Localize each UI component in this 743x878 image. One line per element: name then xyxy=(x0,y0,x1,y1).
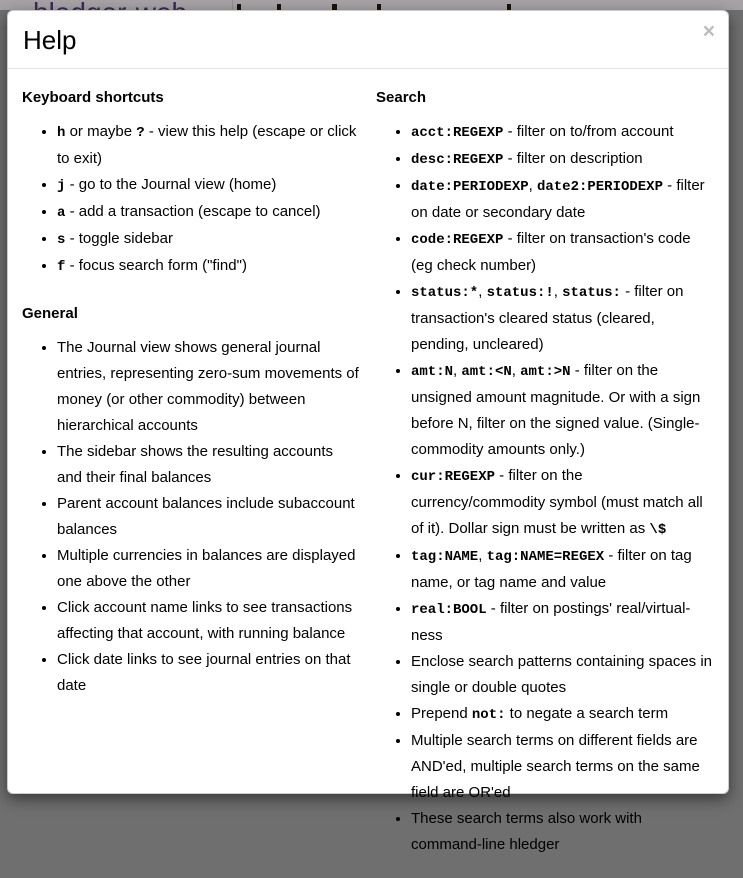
search-section xyxy=(376,89,714,858)
code-snippet: status:! xyxy=(486,285,554,301)
code-snippet: a xyxy=(57,205,66,221)
help-list-item: • Enclose search patterns containing spaces in single or double quotes xyxy=(411,649,714,701)
general-list xyxy=(22,335,360,699)
help-list-item: • acct:REGEXP - filter on to/from account xyxy=(411,119,714,146)
help-list-item: • cur:REGEXP - filter on the currency/commodity symbol (must match all of it). Dollar sign must be written as \$ xyxy=(411,463,714,543)
code-snippet: date2:PERIODEXP xyxy=(536,179,663,195)
help-list-item: • Multiple currencies in balances are displayed one above the other xyxy=(57,543,360,595)
help-list-item: • a - add a transaction (escape to cancel) xyxy=(57,199,360,226)
right-column xyxy=(376,89,714,858)
code-snippet: tag:NAME=REGEX xyxy=(486,549,605,565)
code-snippet: status: xyxy=(562,285,621,301)
dialog-body xyxy=(8,69,728,878)
code-snippet: status:* xyxy=(411,285,479,301)
code-snippet: s xyxy=(57,232,66,248)
code-snippet: f xyxy=(57,259,66,275)
keyboard-shortcuts-section xyxy=(22,89,360,280)
help-list-item: • The Journal view shows general journal entries, representing zero-sum movements of money (or other commodity) between hierarchical accounts xyxy=(57,335,360,439)
help-list-item: • real:BOOL - filter on postings' real/virtual-ness xyxy=(411,596,714,649)
dialog-title: Help xyxy=(23,25,77,55)
help-list-item: • desc:REGEXP - filter on description xyxy=(411,146,714,173)
help-list-item: • j - go to the Journal view (home) xyxy=(57,172,360,199)
help-list-item: • f - focus search form ("find") xyxy=(57,253,360,280)
code-snippet: tag:NAME xyxy=(411,549,479,565)
section-heading-search: Search xyxy=(376,89,427,106)
help-list-item: • These search terms also work with command-line hledger xyxy=(411,806,714,858)
help-list-item: • Click date links to see journal entries on that date xyxy=(57,647,360,699)
keyboard-shortcuts-list xyxy=(22,119,360,280)
help-list-item: • tag:NAME, tag:NAME=REGEX - filter on tag name, or tag name and value xyxy=(411,543,714,596)
help-list-item: • date:PERIODEXP, date2:PERIODEXP - filter on date or secondary date xyxy=(411,173,714,226)
help-list-item: • Click account name links to see transactions affecting that account, with running balance xyxy=(57,595,360,647)
code-snippet: j xyxy=(57,178,66,194)
code-snippet: acct:REGEXP xyxy=(411,125,504,141)
code-snippet: \$ xyxy=(649,522,667,538)
code-snippet: amt:>N xyxy=(520,364,571,380)
sidebar-divider xyxy=(232,0,233,10)
code-snippet: date:PERIODEXP xyxy=(411,179,529,195)
help-list-item: • Parent account balances include subaccount balances xyxy=(57,491,360,543)
dialog-header xyxy=(8,11,728,69)
help-list-item: • h or maybe ? - view this help (escape or click to exit) xyxy=(57,119,360,172)
code-snippet: real:BOOL xyxy=(411,602,487,618)
code-snippet: h xyxy=(57,125,66,141)
help-dialog xyxy=(7,10,729,853)
help-list-item: • The sidebar shows the resulting accounts and their final balances xyxy=(57,439,360,491)
general-section xyxy=(22,305,360,699)
left-column xyxy=(22,89,360,858)
code-snippet: desc:REGEXP xyxy=(411,152,504,168)
code-snippet: amt:N xyxy=(411,364,454,380)
help-list-item: • s - toggle sidebar xyxy=(57,226,360,253)
code-snippet: amt:<N xyxy=(461,364,512,380)
code-snippet: cur:REGEXP xyxy=(411,469,496,485)
close-icon[interactable]: × xyxy=(702,20,715,43)
section-heading-general: General xyxy=(22,305,78,322)
code-snippet: ? xyxy=(136,125,145,141)
help-list-item: • Prepend not: to negate a search term xyxy=(411,701,714,728)
help-list-item: • amt:N, amt:<N, amt:>N - filter on the unsigned amount magnitude. Or with a sign before N, filter on the signed value. (Single-commodity amounts only.) xyxy=(411,358,714,463)
help-list-item: • code:REGEXP - filter on transaction's code (eg check number) xyxy=(411,226,714,279)
help-list-item: • Multiple search terms on different fields are AND'ed, multiple search terms on the same field are OR'ed xyxy=(411,728,714,806)
code-snippet: not: xyxy=(471,707,506,723)
code-snippet: code:REGEXP xyxy=(411,232,504,248)
section-heading-keyboard-shortcuts: Keyboard shortcuts xyxy=(22,89,164,106)
modal-backdrop[interactable] xyxy=(0,0,743,10)
search-list xyxy=(376,119,714,858)
help-list-item: • status:*, status:!, status: - filter on transaction's cleared status (cleared, pending, uncleared) xyxy=(411,279,714,358)
